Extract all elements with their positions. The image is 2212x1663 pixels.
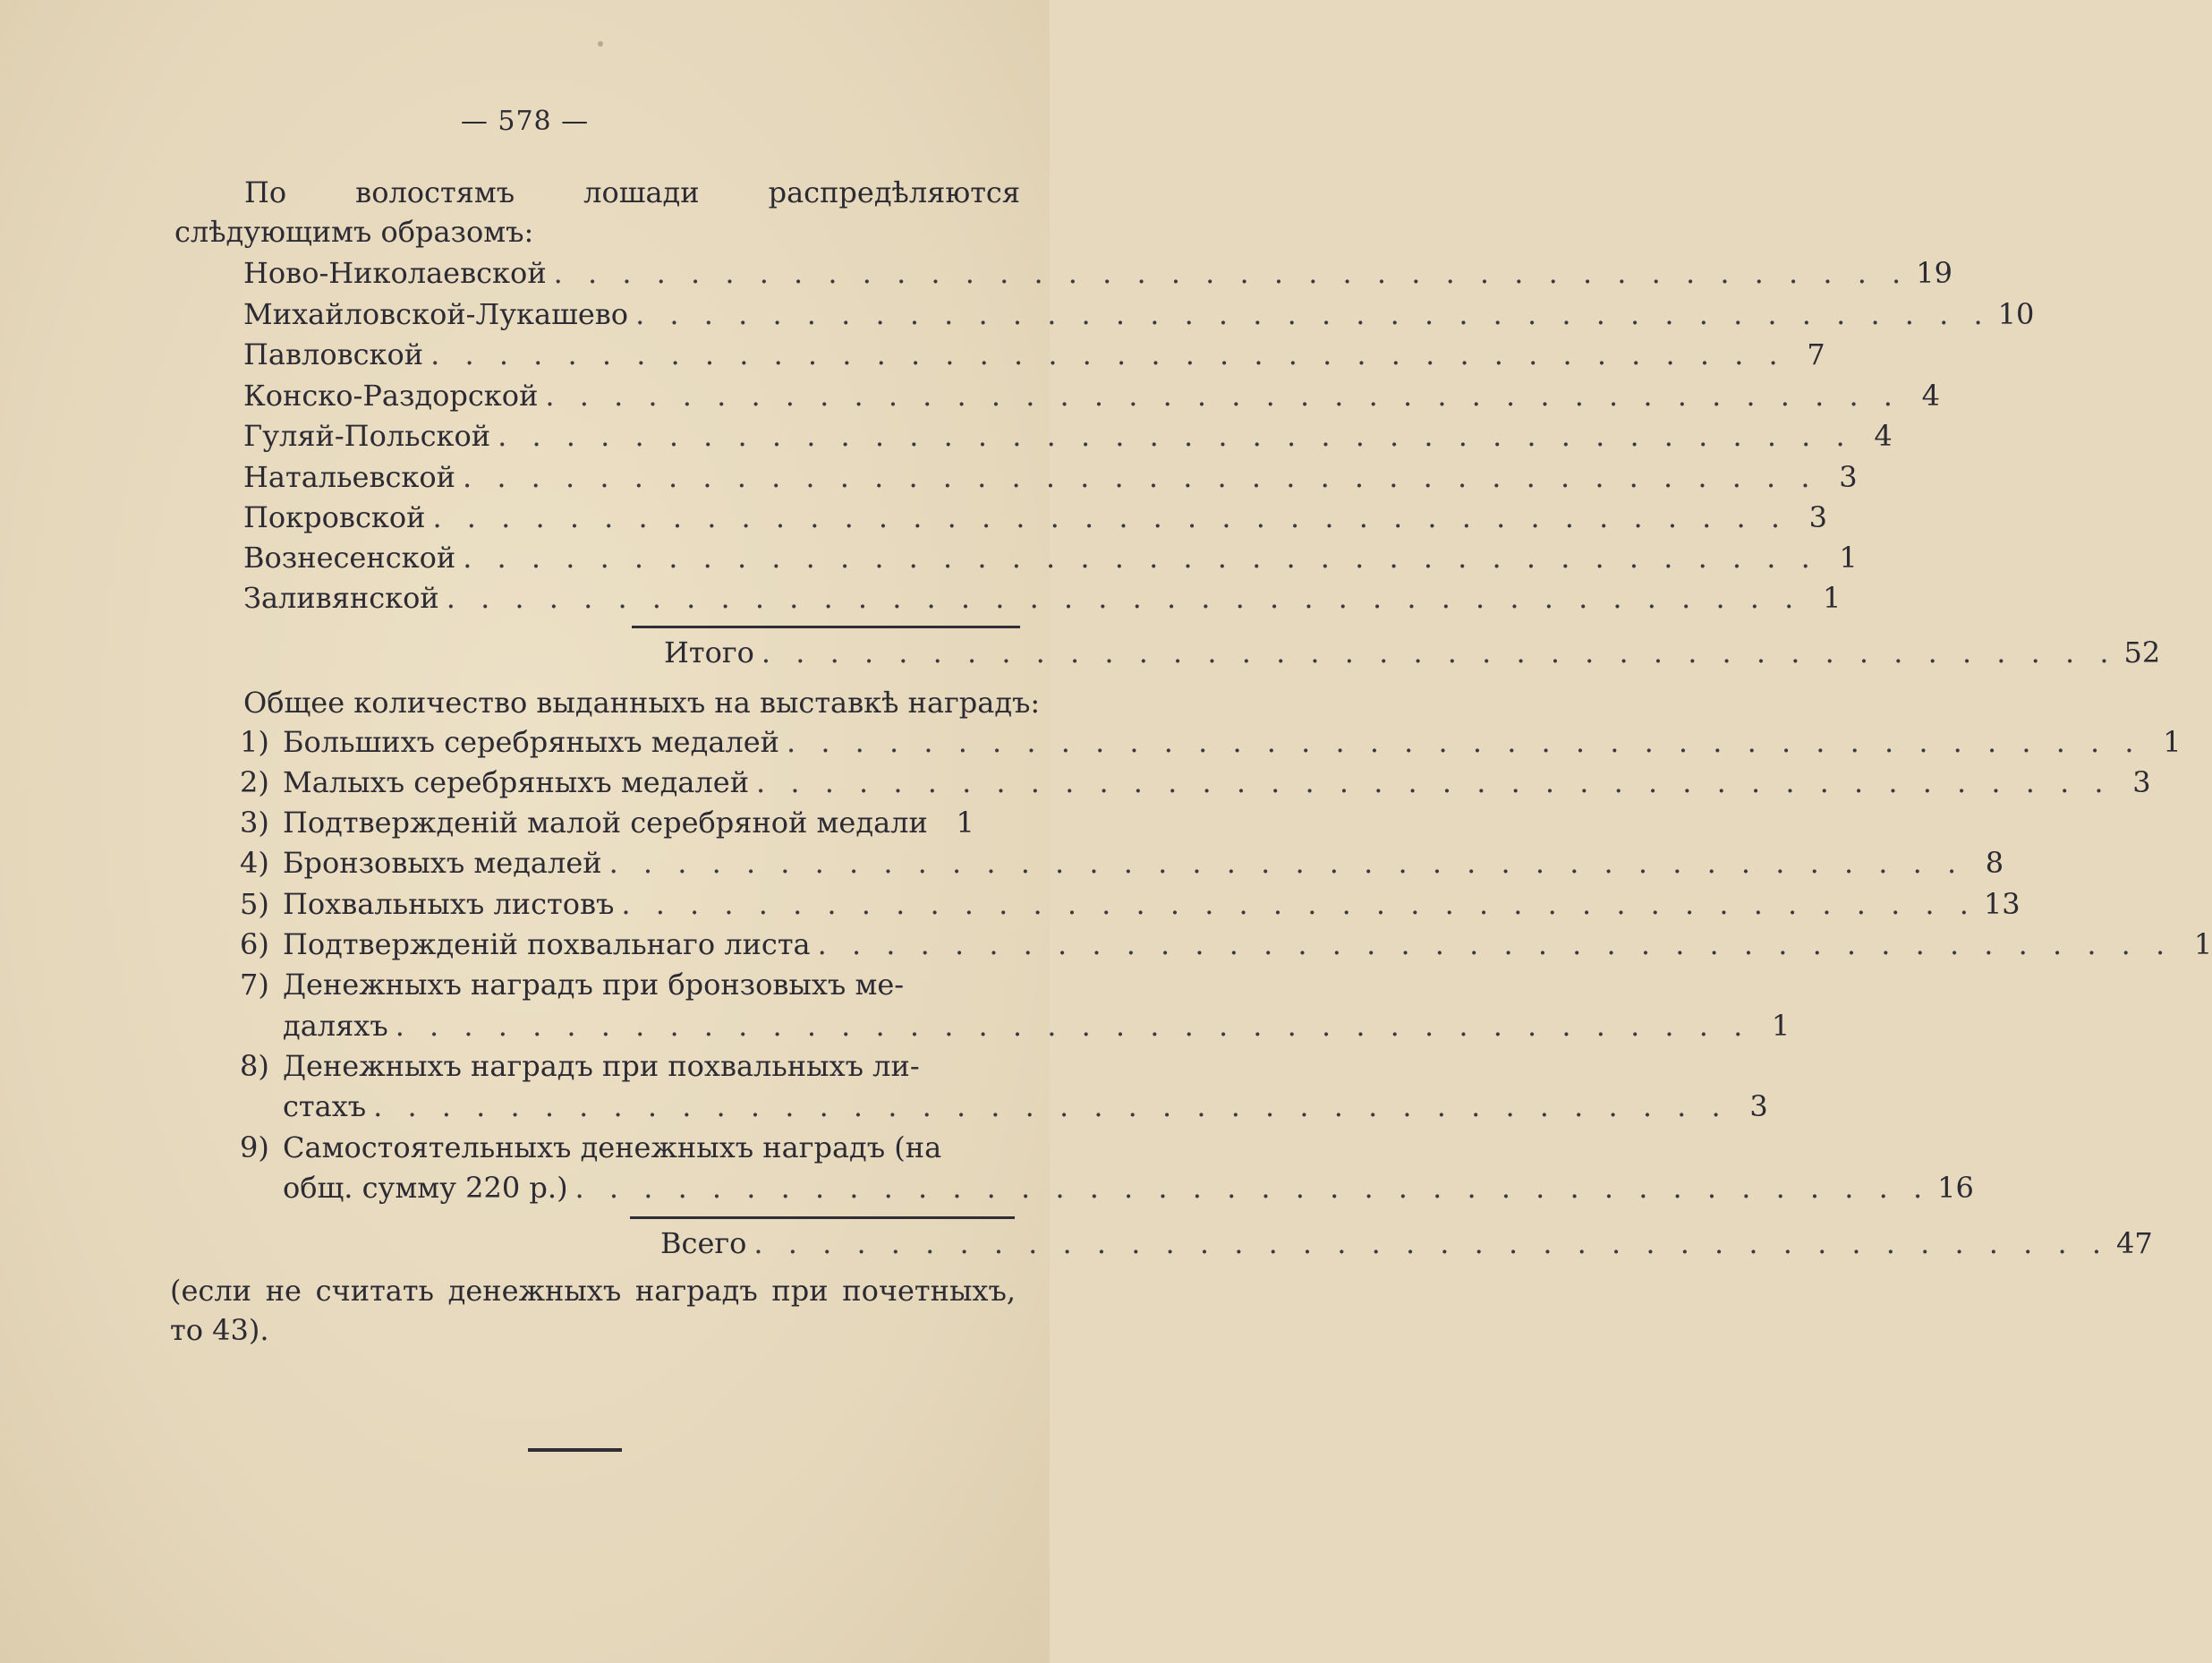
award-row [240,722,2182,762]
total-label: Итого [664,635,754,669]
award-text: даляхъ [283,1009,388,1043]
volost-count: 7 [1807,337,1825,371]
leader-dots: . . . . . . . . . . . . . . . . . . . . . . . . . . . . . . . . . . . . . . . . [756,765,2112,799]
volost-row [243,294,2035,334]
leader-dots: . . . . . . . . . . . . . . . . . . . . . . . . . . . . . . . . . . . . . . . . [446,581,1802,615]
award-number: 5) [240,887,269,921]
volost-count: 1 [1839,541,1858,575]
volost-count: 19 [1916,256,1953,290]
total-row [660,1224,2153,1263]
volost-row [243,335,1825,374]
end-rule [528,1448,622,1452]
award-text: общ. сумму 220 р.) [283,1171,568,1205]
award-text: стахъ [283,1089,367,1123]
leader-dots: . . . . . . . . . . . . . . . . . . . . . . . . . . . . . . . . . . . . . . . . [621,887,1977,921]
volost-name: Михайловской-Лукашево [243,297,629,331]
volost-name: Вознесенской [243,541,456,575]
leader-dots: . . . . . . . . . . . . . . . . . . . . . . . . . . . . . . . . . . . . . . . . [545,379,1901,413]
volost-name: Гуляй-Польской [243,419,491,453]
volost-row [243,376,1940,415]
award-line [240,965,904,1004]
volost-row [243,253,1953,293]
volost-row [243,498,1828,537]
sum-rule [630,1216,1015,1219]
award-text: Самостоятельныхъ денежныхъ наградъ (на [283,1130,942,1164]
award-row [240,803,974,842]
award-label [240,884,614,924]
award-number: 7) [240,968,269,1002]
volost-count: 1 [1822,581,1842,615]
volost-row [243,578,1842,618]
award-label [240,925,811,964]
leader-dots: . . . . . . . . . . . . . . . . . . . . . . . . . . . . . . . . . . . . . . . . [753,1226,2109,1260]
award-number: 9) [240,1130,269,1164]
award-text: Подтвержденій малой серебряной медали [283,806,928,840]
leader-dots: . . . . . . . . . . . . . . . . . . . . . . . . . . . . . . . . . . . . . . . . [761,635,2117,669]
award-number: 2) [240,765,269,799]
footnote-paragraph: (если не считать денежныхъ наградъ при почетныхъ, то 43). [170,1274,1016,1347]
award-number: 1) [240,725,269,759]
leader-dots: . . . . . . . . . . . . . . . . . . . . . . . . . . . . . . . . . . . . . . . . [462,460,1818,494]
volost-count: 3 [1839,460,1858,494]
volost-count: 3 [1808,500,1828,534]
award-label [240,803,928,842]
leader-dots: . . . . . . . . . . . . . . . . . . . . . . . . . . . . . . . . . . . . . . . . [553,256,1910,290]
volost-count: 4 [1874,419,1893,453]
leader-dots: . . . . . . . . . . . . . . . . . . . . . . . . . . . . . . . . . . . . . . . . [373,1089,1729,1123]
award-count: 1 [956,806,974,840]
award-count: 8 [1985,846,2004,880]
award-row [240,925,2212,964]
award-label [240,763,749,802]
volost-row [243,457,1858,497]
volost-name: Павловской [243,337,424,371]
page-number: — 578 — [460,106,590,137]
award-text: Большихъ серебряныхъ медалей [283,725,779,759]
award-row [283,1087,1768,1126]
award-text: Подтвержденій похвальнаго листа [283,927,811,961]
award-text: Денежныхъ наградъ при похвальныхъ ли- [283,1049,920,1083]
award-row [240,884,2021,924]
award-count: 13 [1983,887,2021,921]
leader-dots: . . . . . . . . . . . . . . . . . . . . . . . . . . . . . . . . . . . . . . . . [395,1009,1751,1043]
award-count: 1 [2193,927,2212,961]
award-row [283,1006,1791,1045]
volost-name: Конско-Раздорской [243,379,539,413]
award-text: Малыхъ серебряныхъ медалей [283,765,750,799]
award-row [240,843,2004,883]
award-count: 3 [2132,765,2151,799]
leader-dots: . . . . . . . . . . . . . . . . . . . . . . . . . . . . . . . . . . . . . . . . [817,927,2174,961]
award-row [240,763,2151,802]
awards-header: Общее количество выданныхъ на выставкѣ наградъ: [243,686,1041,720]
award-text: Бронзовыхъ медалей [283,846,602,880]
total-value: 47 [2115,1226,2153,1260]
volost-name: Ново-Николаевской [243,256,547,290]
volost-count: 10 [1997,297,2035,331]
leader-dots: . . . . . . . . . . . . . . . . . . . . . . . . . . . . . . . . . . . . . . . . [430,337,1786,371]
leader-dots: . . . . . . . . . . . . . . . . . . . . . . . . . . . . . . . . . . . . . . . . [574,1171,1931,1205]
total-label: Всего [660,1226,747,1260]
volost-name: Заливянской [243,581,439,615]
award-count: 1 [1771,1009,1791,1043]
award-text: Похвальныхъ листовъ [283,887,615,921]
volost-name: Натальевской [243,460,455,494]
volost-row [243,538,1858,577]
total-value: 52 [2123,635,2161,669]
award-number: 4) [240,846,269,880]
award-line [240,1046,920,1086]
award-text: Денежныхъ наградъ при бронзовыхъ ме- [283,968,905,1002]
award-number: 8) [240,1049,269,1083]
volost-row [243,416,1893,456]
award-number: 6) [240,927,269,961]
award-number: 3) [240,806,269,840]
award-label [240,843,602,883]
leader-dots: . . . . . . . . . . . . . . . . . . . . . . . . . . . . . . . . . . . . . . . . [608,846,1965,880]
leader-dots: . . . . . . . . . . . . . . . . . . . . . . . . . . . . . . . . . . . . . . . . [432,500,1789,534]
award-label [240,722,779,762]
intro-paragraph: По волостямъ лошади распредѣляются слѣдующимъ образомъ: [174,175,1020,249]
award-count: 16 [1937,1171,1974,1205]
volost-name: Покровской [243,500,426,534]
leader-dots: . . . . . . . . . . . . . . . . . . . . . . . . . . . . . . . . . . . . . . . . [635,297,1991,331]
total-row [664,633,2161,672]
sum-rule [632,626,1020,628]
award-line [240,1128,941,1167]
award-count: 1 [2163,725,2182,759]
leader-dots: . . . . . . . . . . . . . . . . . . . . . . . . . . . . . . . . . . . . . . . . [498,419,1853,453]
award-row [283,1168,1974,1207]
award-count: 3 [1749,1089,1768,1123]
leader-dots: . . . . . . . . . . . . . . . . . . . . . . . . . . . . . . . . . . . . . . . . [786,725,2142,759]
volost-count: 4 [1921,379,1940,413]
leader-dots: . . . . . . . . . . . . . . . . . . . . . . . . . . . . . . . . . . . . . . . . [463,541,1818,575]
